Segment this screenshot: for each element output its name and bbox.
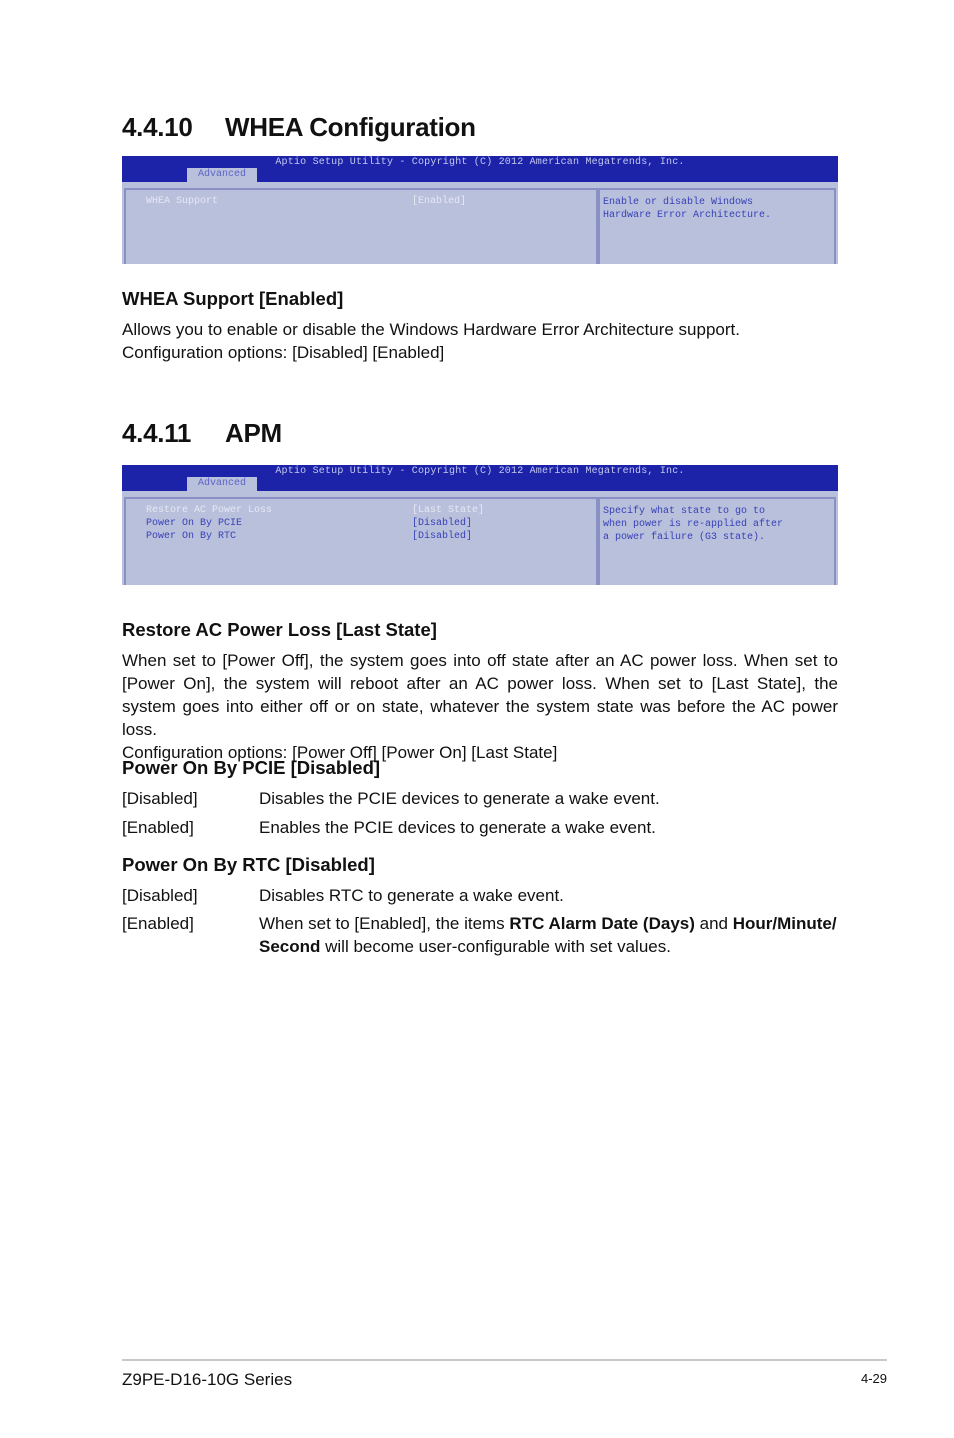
bios-row-value: [Disabled]: [412, 531, 473, 542]
item-desc-line: When set to [Power Off], the system goes into off state after an AC power loss. When set to [Power On], the system will reboot after an AC power loss. When set to [Last State], the system goes into either off or on state, whatever the system state was before the AC power loss.: [122, 651, 838, 739]
bios-left-panel: [124, 497, 598, 585]
desc-part: and: [694, 914, 733, 933]
bios-left-panel: [124, 188, 598, 264]
bios-row-value: [Last State]: [412, 505, 485, 516]
desc-bold-rtc-alarm-date: RTC Alarm Date (Days): [509, 914, 695, 933]
bios-row-power-on-rtc: [146, 531, 472, 542]
bios-row-power-on-pcie: [146, 518, 472, 529]
item-title-power-on-pcie: Power On By PCIE [Disabled]: [122, 757, 381, 778]
bios-row-restore-ac: [146, 505, 484, 516]
section-title-apm: [122, 418, 282, 449]
option-desc: Enables the PCIE devices to generate a wake event.: [259, 818, 656, 837]
footer-divider: [122, 1359, 887, 1361]
option-desc: Disables the PCIE devices to generate a wake event.: [259, 789, 660, 808]
section-heading: APM: [225, 418, 282, 448]
bios-header-text: Aptio Setup Utility - Copyright (C) 2012 American Megatrends, Inc.: [275, 466, 685, 477]
bios-row-label: WHEA Support: [146, 196, 219, 207]
bios-row-whea-support: [146, 196, 466, 207]
desc-part: will become user-configurable with set values.: [320, 937, 671, 956]
bios-help-text: Enable or disable Windows Hardware Error Architecture.: [603, 197, 772, 221]
section-heading: WHEA Configuration: [225, 112, 476, 142]
bios-tab-advanced: Advanced: [187, 477, 257, 491]
item-title-power-on-rtc: Power On By RTC [Disabled]: [122, 854, 375, 875]
option-desc: [259, 912, 839, 958]
bios-row-label: Restore AC Power Loss: [146, 505, 273, 516]
bios-row-label: Power On By RTC: [146, 531, 237, 542]
bios-row-label: Power On By PCIE: [146, 518, 243, 529]
bios-help-panel: [598, 497, 836, 585]
item-title-restore-ac: Restore AC Power Loss [Last State]: [122, 619, 437, 640]
desc-part: When set to [Enabled], the items: [259, 914, 510, 933]
option-desc: Disables RTC to generate a wake event.: [259, 886, 564, 905]
item-title-whea-support: WHEA Support [Enabled]: [122, 288, 344, 309]
footer-product-name: Z9PE-D16-10G Series: [122, 1370, 293, 1389]
bios-tab-advanced: Advanced: [187, 168, 257, 182]
item-config-options: Configuration options: [Disabled] [Enabled]: [122, 343, 445, 362]
footer-page-number: 4-29: [860, 1371, 887, 1386]
bios-help-panel: [598, 188, 836, 264]
bios-screenshot-whea: [122, 156, 838, 264]
item-desc-line: Allows you to enable or disable the Windows Hardware Error Architecture support.: [122, 320, 740, 339]
section-number: 4.4.11: [122, 418, 192, 448]
item-desc-whea-support: [122, 318, 838, 364]
option-key: [Enabled]: [122, 818, 194, 837]
item-desc-restore-ac: [122, 649, 838, 764]
bios-row-value: [Enabled]: [412, 196, 467, 207]
bios-row-value: [Disabled]: [412, 518, 473, 529]
option-key: [Disabled]: [122, 789, 198, 808]
item-config-options: Configuration options: [Power Off] [Power On] [Last State]: [122, 743, 558, 762]
bios-title-bar: [122, 156, 838, 182]
option-key: [Enabled]: [122, 914, 194, 933]
bios-header-text: Aptio Setup Utility - Copyright (C) 2012 American Megatrends, Inc.: [275, 157, 685, 168]
desc-bold-hour-minute-second: Hour/Minute/ Second: [259, 914, 837, 956]
option-key: [Disabled]: [122, 886, 198, 905]
section-title-whea: [122, 112, 476, 143]
bios-screenshot-apm: [122, 465, 838, 585]
section-number: 4.4.10: [122, 112, 193, 142]
bios-help-text: Specify what state to go to when power is re-applied after a power failure (G3 state).: [603, 506, 784, 543]
bios-title-bar: [122, 465, 838, 491]
